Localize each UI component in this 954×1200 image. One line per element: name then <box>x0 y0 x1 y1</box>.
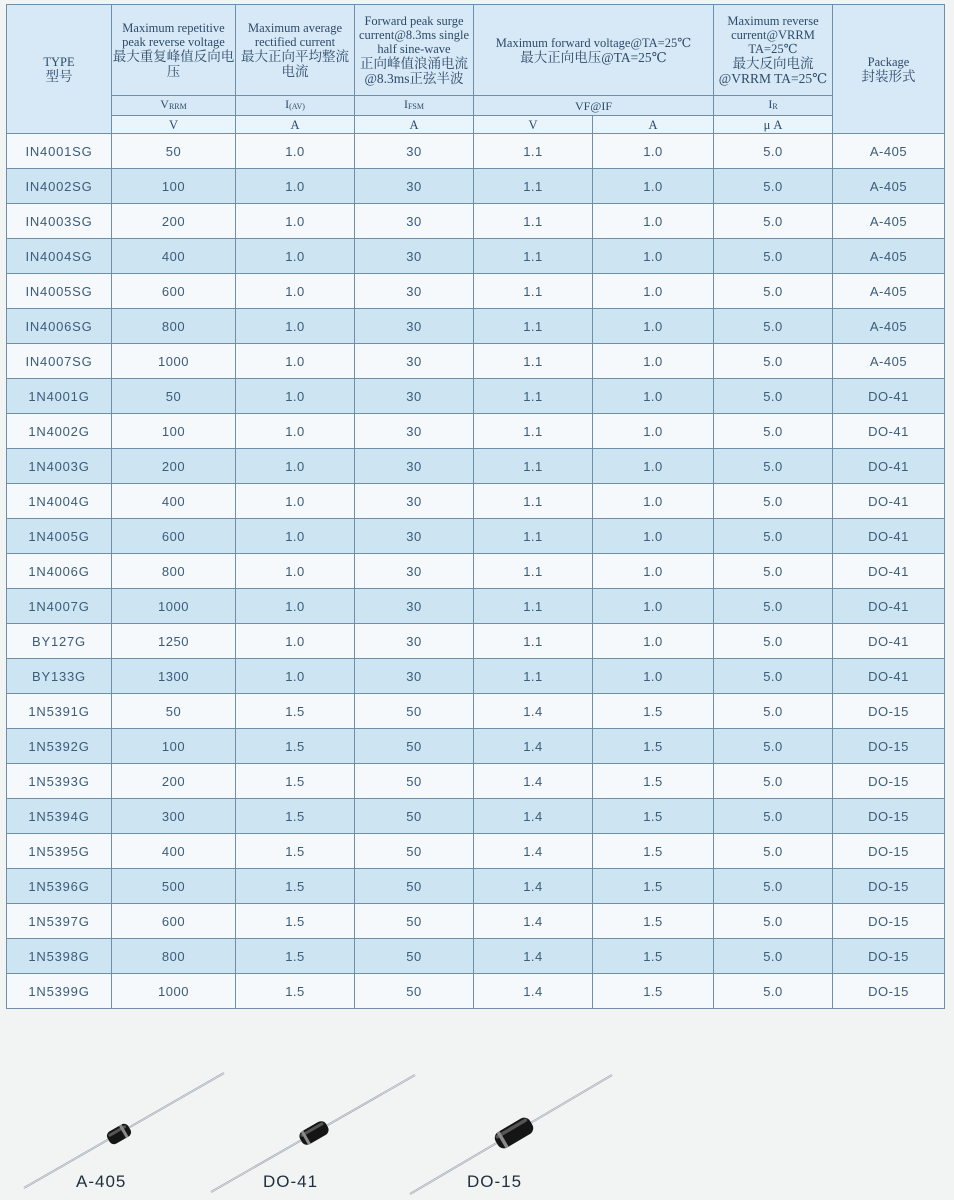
cell-pkg: A-405 <box>833 204 945 239</box>
col-type-header <box>7 5 112 134</box>
package-header-en: Package <box>867 54 910 69</box>
cell-vf: 1.1 <box>474 309 593 344</box>
cell-if: 1.0 <box>593 414 714 449</box>
cell-pkg: A-405 <box>833 309 945 344</box>
do41-label: DO-41 <box>263 1172 319 1191</box>
cell-type: 1N5392G <box>7 729 112 764</box>
cell-ifsm: 30 <box>355 379 474 414</box>
cell-ifsm: 30 <box>355 624 474 659</box>
cell-iav: 1.0 <box>236 484 355 519</box>
cell-vrrm: 600 <box>112 274 236 309</box>
table-row <box>7 309 945 344</box>
do15-label: DO-15 <box>467 1172 523 1191</box>
cell-iav: 1.0 <box>236 134 355 169</box>
cell-vf: 1.4 <box>474 974 593 1009</box>
cell-ir: 5.0 <box>714 869 833 904</box>
vrrm-symbol: $V_{RRM}$ <box>112 96 236 116</box>
vf-unit-a: A <box>593 116 714 134</box>
cell-iav: 1.0 <box>236 659 355 694</box>
cell-type: 1N5399G <box>7 974 112 1009</box>
cell-if: 1.5 <box>593 904 714 939</box>
cell-vf: 1.1 <box>474 344 593 379</box>
a405-label: A-405 <box>76 1172 127 1191</box>
cell-type: 1N4002G <box>7 414 112 449</box>
cell-pkg: DO-15 <box>833 764 945 799</box>
cell-iav: 1.5 <box>236 974 355 1009</box>
cell-type: BY127G <box>7 624 112 659</box>
cell-iav: 1.5 <box>236 834 355 869</box>
cell-if: 1.0 <box>593 624 714 659</box>
cell-if: 1.0 <box>593 274 714 309</box>
cell-vrrm: 100 <box>112 414 236 449</box>
cell-vrrm: 600 <box>112 904 236 939</box>
iav-header-cn: 最大正向平均整流电流 <box>241 49 349 79</box>
ifsm-unit: A <box>355 116 474 134</box>
cell-pkg: DO-15 <box>833 904 945 939</box>
cell-iav: 1.0 <box>236 624 355 659</box>
cell-type: 1N4003G <box>7 449 112 484</box>
cell-pkg: DO-15 <box>833 694 945 729</box>
cell-vf: 1.1 <box>474 624 593 659</box>
cell-iav: 1.0 <box>236 414 355 449</box>
header-row <box>7 5 945 96</box>
cell-type: IN4003SG <box>7 204 112 239</box>
package-header-cn: 封装形式 <box>861 68 916 84</box>
table-row <box>7 414 945 449</box>
cell-ifsm: 50 <box>355 764 474 799</box>
cell-vrrm: 800 <box>112 554 236 589</box>
col-iav-header <box>236 5 355 96</box>
cell-ifsm: 50 <box>355 939 474 974</box>
cell-vrrm: 50 <box>112 379 236 414</box>
cell-pkg: A-405 <box>833 344 945 379</box>
cell-iav: 1.0 <box>236 589 355 624</box>
cell-vrrm: 500 <box>112 869 236 904</box>
cell-ir: 5.0 <box>714 414 833 449</box>
cell-ir: 5.0 <box>714 659 833 694</box>
cell-ifsm: 50 <box>355 869 474 904</box>
cell-if: 1.5 <box>593 799 714 834</box>
cell-vrrm: 1000 <box>112 344 236 379</box>
cell-vrrm: 800 <box>112 309 236 344</box>
table-row <box>7 974 945 1009</box>
cell-vrrm: 1250 <box>112 624 236 659</box>
table-body <box>7 134 945 1009</box>
vf-header-en: Maximum forward voltage@TA=25℃ <box>495 35 692 50</box>
ifsm-symbol: $I_{FSM}$ <box>355 96 474 116</box>
diode-spec-table <box>6 4 945 1009</box>
cell-type: 1N4005G <box>7 519 112 554</box>
cell-iav: 1.0 <box>236 239 355 274</box>
cell-pkg: DO-15 <box>833 834 945 869</box>
table-row <box>7 659 945 694</box>
cell-ifsm: 50 <box>355 694 474 729</box>
cell-if: 1.5 <box>593 694 714 729</box>
cell-pkg: DO-41 <box>833 449 945 484</box>
table-row <box>7 274 945 309</box>
cell-vf: 1.4 <box>474 729 593 764</box>
cell-pkg: DO-41 <box>833 484 945 519</box>
cell-ifsm: 50 <box>355 799 474 834</box>
cell-ir: 5.0 <box>714 239 833 274</box>
cell-type: 1N5395G <box>7 834 112 869</box>
cell-iav: 1.5 <box>236 799 355 834</box>
cell-iav: 1.5 <box>236 764 355 799</box>
cell-vf: 1.4 <box>474 764 593 799</box>
cell-type: IN4007SG <box>7 344 112 379</box>
cell-type: 1N4006G <box>7 554 112 589</box>
col-ifsm-header <box>355 5 474 96</box>
cell-if: 1.0 <box>593 519 714 554</box>
cell-if: 1.0 <box>593 484 714 519</box>
cell-ir: 5.0 <box>714 309 833 344</box>
cell-ir: 5.0 <box>714 974 833 1009</box>
cell-ir: 5.0 <box>714 169 833 204</box>
iav-symbol: $I_{(AV)}$ <box>236 96 355 116</box>
cell-type: 1N5397G <box>7 904 112 939</box>
table-row <box>7 869 945 904</box>
cell-vrrm: 1000 <box>112 589 236 624</box>
table-row <box>7 589 945 624</box>
cell-vf: 1.1 <box>474 659 593 694</box>
vf-symbol: VF@IF <box>474 96 714 116</box>
table-row <box>7 204 945 239</box>
cell-ifsm: 50 <box>355 729 474 764</box>
table-row <box>7 169 945 204</box>
table-row <box>7 764 945 799</box>
col-vrrm-header <box>112 5 236 96</box>
cell-iav: 1.0 <box>236 519 355 554</box>
cell-pkg: A-405 <box>833 239 945 274</box>
table-row <box>7 519 945 554</box>
cell-type: BY133G <box>7 659 112 694</box>
cell-ifsm: 30 <box>355 239 474 274</box>
table-row <box>7 694 945 729</box>
cell-ir: 5.0 <box>714 904 833 939</box>
cell-vrrm: 100 <box>112 729 236 764</box>
cell-ifsm: 30 <box>355 204 474 239</box>
cell-ifsm: 30 <box>355 659 474 694</box>
cell-type: IN4001SG <box>7 134 112 169</box>
cell-vf: 1.4 <box>474 904 593 939</box>
cell-vf: 1.1 <box>474 274 593 309</box>
cell-type: IN4006SG <box>7 309 112 344</box>
table-row <box>7 729 945 764</box>
cell-type: 1N5398G <box>7 939 112 974</box>
cell-vf: 1.1 <box>474 379 593 414</box>
cell-ir: 5.0 <box>714 939 833 974</box>
cell-ir: 5.0 <box>714 379 833 414</box>
cell-ir: 5.0 <box>714 624 833 659</box>
cell-if: 1.0 <box>593 379 714 414</box>
cell-if: 1.0 <box>593 589 714 624</box>
cell-ifsm: 30 <box>355 344 474 379</box>
cell-ir: 5.0 <box>714 589 833 624</box>
cell-if: 1.5 <box>593 974 714 1009</box>
type-header-en: TYPE <box>43 54 75 69</box>
col-vf-header <box>474 5 714 96</box>
cell-pkg: DO-15 <box>833 729 945 764</box>
cell-pkg: DO-15 <box>833 869 945 904</box>
cell-if: 1.5 <box>593 764 714 799</box>
cell-vrrm: 200 <box>112 764 236 799</box>
cell-vf: 1.1 <box>474 449 593 484</box>
cell-ifsm: 30 <box>355 169 474 204</box>
cell-type: IN4004SG <box>7 239 112 274</box>
cell-vf: 1.4 <box>474 869 593 904</box>
vrrm-header-cn: 最大重复峰值反向电压 <box>112 49 235 79</box>
vrrm-header-en: Maximum repetitive peak reverse voltage <box>122 21 225 49</box>
table-row <box>7 239 945 274</box>
cell-ir: 5.0 <box>714 554 833 589</box>
table-row <box>7 554 945 589</box>
cell-if: 1.0 <box>593 169 714 204</box>
cell-type: 1N5396G <box>7 869 112 904</box>
ir-header-cn: 最大反向电流@VRRM TA=25℃ <box>718 56 828 86</box>
cell-pkg: DO-15 <box>833 974 945 1009</box>
cell-vrrm: 400 <box>112 484 236 519</box>
cell-if: 1.0 <box>593 554 714 589</box>
cell-pkg: DO-41 <box>833 379 945 414</box>
cell-vrrm: 200 <box>112 204 236 239</box>
cell-vrrm: 300 <box>112 799 236 834</box>
cell-ifsm: 30 <box>355 484 474 519</box>
cell-vf: 1.4 <box>474 694 593 729</box>
cell-vf: 1.1 <box>474 519 593 554</box>
ifsm-header-en: Forward peak surge current@8.3ms single half sine-wave <box>358 14 470 56</box>
vf-header-cn: 最大正向电压@TA=25℃ <box>520 49 667 65</box>
cell-iav: 1.5 <box>236 939 355 974</box>
ir-header-en: Maximum reverse current@VRRM TA=25℃ <box>727 14 819 56</box>
table-row <box>7 939 945 974</box>
cell-iav: 1.0 <box>236 169 355 204</box>
vrrm-unit: V <box>112 116 236 134</box>
cell-ir: 5.0 <box>714 449 833 484</box>
cell-vrrm: 50 <box>112 694 236 729</box>
cell-vf: 1.1 <box>474 484 593 519</box>
cell-if: 1.0 <box>593 134 714 169</box>
cell-pkg: A-405 <box>833 134 945 169</box>
table-row <box>7 344 945 379</box>
cell-ifsm: 30 <box>355 589 474 624</box>
cell-type: 1N5394G <box>7 799 112 834</box>
cell-ir: 5.0 <box>714 344 833 379</box>
cell-ir: 5.0 <box>714 519 833 554</box>
type-header-cn: 型号 <box>45 68 73 84</box>
cell-vf: 1.1 <box>474 589 593 624</box>
cell-vrrm: 100 <box>112 169 236 204</box>
cell-iav: 1.0 <box>236 204 355 239</box>
cell-if: 1.5 <box>593 939 714 974</box>
cell-ir: 5.0 <box>714 834 833 869</box>
table-row <box>7 799 945 834</box>
cell-type: 1N4001G <box>7 379 112 414</box>
spec-table-wrapper <box>6 4 944 1009</box>
cell-ir: 5.0 <box>714 694 833 729</box>
cell-pkg: DO-41 <box>833 659 945 694</box>
cell-if: 1.0 <box>593 344 714 379</box>
ir-symbol: $I_R$ <box>714 96 833 116</box>
cell-ifsm: 50 <box>355 904 474 939</box>
ir-unit: μ A <box>714 116 833 134</box>
cell-vrrm: 1300 <box>112 659 236 694</box>
symbol-row <box>7 96 945 116</box>
cell-iav: 1.0 <box>236 379 355 414</box>
cell-vf: 1.1 <box>474 134 593 169</box>
cell-type: 1N4007G <box>7 589 112 624</box>
col-package-header <box>833 5 945 134</box>
iav-unit: A <box>236 116 355 134</box>
cell-pkg: DO-41 <box>833 624 945 659</box>
cell-vf: 1.1 <box>474 204 593 239</box>
cell-iav: 1.5 <box>236 729 355 764</box>
table-row <box>7 484 945 519</box>
cell-vf: 1.1 <box>474 554 593 589</box>
cell-if: 1.0 <box>593 309 714 344</box>
cell-if: 1.0 <box>593 239 714 274</box>
vf-unit-v: V <box>474 116 593 134</box>
cell-ir: 5.0 <box>714 729 833 764</box>
cell-vf: 1.1 <box>474 414 593 449</box>
cell-if: 1.5 <box>593 729 714 764</box>
cell-pkg: DO-15 <box>833 939 945 974</box>
cell-vrrm: 800 <box>112 939 236 974</box>
cell-vrrm: 50 <box>112 134 236 169</box>
cell-vrrm: 400 <box>112 834 236 869</box>
cell-vf: 1.4 <box>474 834 593 869</box>
cell-ifsm: 30 <box>355 274 474 309</box>
cell-pkg: A-405 <box>833 274 945 309</box>
cell-pkg: DO-41 <box>833 519 945 554</box>
cell-ir: 5.0 <box>714 799 833 834</box>
cell-ifsm: 30 <box>355 554 474 589</box>
cell-iav: 1.5 <box>236 904 355 939</box>
table-row <box>7 134 945 169</box>
cell-iav: 1.0 <box>236 309 355 344</box>
cell-type: IN4002SG <box>7 169 112 204</box>
cell-ifsm: 30 <box>355 414 474 449</box>
cell-ir: 5.0 <box>714 484 833 519</box>
cell-iav: 1.5 <box>236 694 355 729</box>
cell-ifsm: 30 <box>355 309 474 344</box>
unit-row <box>7 116 945 134</box>
cell-vf: 1.4 <box>474 939 593 974</box>
table-row <box>7 904 945 939</box>
cell-ifsm: 30 <box>355 519 474 554</box>
cell-ir: 5.0 <box>714 764 833 799</box>
cell-ifsm: 50 <box>355 974 474 1009</box>
cell-iav: 1.0 <box>236 554 355 589</box>
cell-pkg: DO-41 <box>833 554 945 589</box>
cell-ir: 5.0 <box>714 134 833 169</box>
cell-ir: 5.0 <box>714 204 833 239</box>
package-illustrations <box>0 1030 954 1200</box>
cell-vrrm: 1000 <box>112 974 236 1009</box>
cell-type: 1N4004G <box>7 484 112 519</box>
cell-ir: 5.0 <box>714 274 833 309</box>
cell-if: 1.5 <box>593 834 714 869</box>
cell-pkg: DO-15 <box>833 799 945 834</box>
cell-if: 1.0 <box>593 449 714 484</box>
cell-ifsm: 50 <box>355 834 474 869</box>
iav-header-en: Maximum average rectified current <box>247 21 343 49</box>
cell-type: IN4005SG <box>7 274 112 309</box>
cell-vrrm: 400 <box>112 239 236 274</box>
cell-type: 1N5393G <box>7 764 112 799</box>
cell-iav: 1.0 <box>236 449 355 484</box>
col-ir-header <box>714 5 833 96</box>
cell-ifsm: 30 <box>355 134 474 169</box>
cell-if: 1.0 <box>593 204 714 239</box>
cell-type: 1N5391G <box>7 694 112 729</box>
table-row <box>7 624 945 659</box>
cell-vrrm: 600 <box>112 519 236 554</box>
cell-vf: 1.1 <box>474 239 593 274</box>
ifsm-header-cn: 正向峰值浪涌电流@8.3ms正弦半波 <box>360 56 468 86</box>
cell-iav: 1.0 <box>236 274 355 309</box>
cell-iav: 1.0 <box>236 344 355 379</box>
a405-diode-icon <box>24 1073 224 1188</box>
table-row <box>7 834 945 869</box>
cell-pkg: A-405 <box>833 169 945 204</box>
cell-pkg: DO-41 <box>833 414 945 449</box>
cell-ifsm: 30 <box>355 449 474 484</box>
cell-pkg: DO-41 <box>833 589 945 624</box>
cell-if: 1.0 <box>593 659 714 694</box>
cell-vf: 1.4 <box>474 799 593 834</box>
cell-vrrm: 200 <box>112 449 236 484</box>
cell-iav: 1.5 <box>236 869 355 904</box>
table-row <box>7 449 945 484</box>
table-row <box>7 379 945 414</box>
cell-vf: 1.1 <box>474 169 593 204</box>
cell-if: 1.5 <box>593 869 714 904</box>
